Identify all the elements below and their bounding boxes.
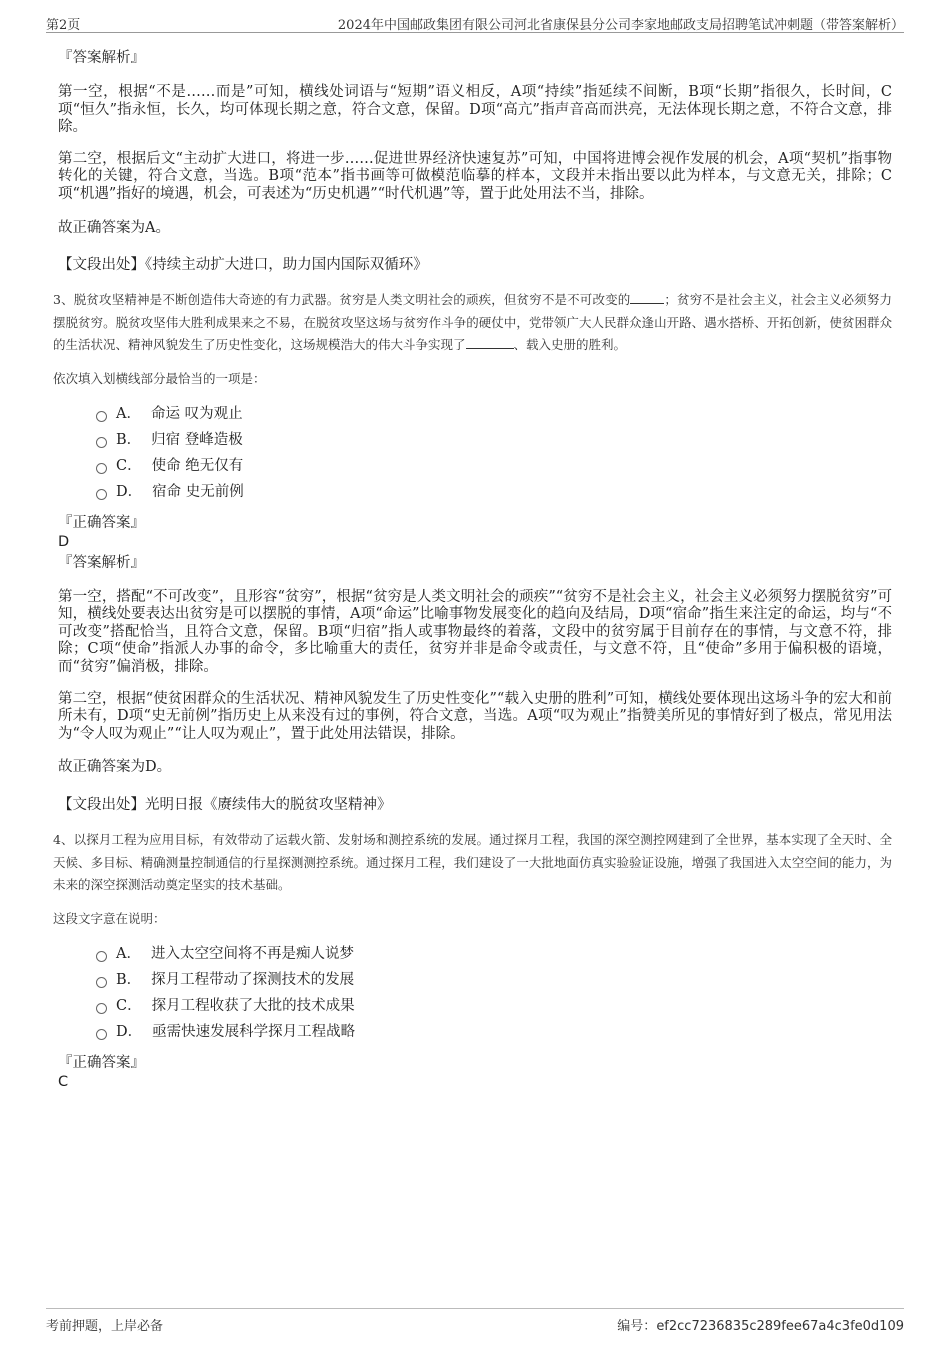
radio-icon[interactable] [96, 1003, 107, 1014]
source-citation: 【文段出处】光明日报《赓续伟大的脱贫攻坚精神》 [58, 797, 392, 813]
analysis-paragraph: 第二空，根据“使贫困群众的生活状况、精神风貌发生了历史性变化”“载入史册的胜利”可知，横线处要体现出这场斗争的宏大和前所未有，D项“史无前例”指历史上从来没有过的事例，符合文意，当选。A项“叹为观止”指赞美所见的事情好到了极点，常见用法为“令人叹为观止”“让人叹为观止”，置于此处用法错误，排除。 [58, 690, 892, 742]
q2-analysis [58, 48, 892, 275]
radio-icon[interactable] [96, 951, 107, 962]
option-a[interactable]: A． 命运 叹为观止 [96, 401, 892, 427]
option-b[interactable]: B． 归宿 登峰造极 [96, 427, 892, 453]
blank-line [630, 291, 664, 304]
options-list [96, 941, 892, 1045]
analysis-label: 『答案解析』 [58, 554, 145, 571]
analysis-paragraph: 第二空，根据后文“主动扩大进口，将进一步……促进世界经济快速复苏”可知，中国将进博会视作发展的机会，A项“契机”指事物转化的关键，符合文意，当选。B项“范本”指书画等可做模范临摹的样本，文段并未指出要以此为样本，与文意无关，排除；C项“机遇”指好的境遇，机会，可表述为“历史机遇”“时代机遇”等，置于此处用法不当，排除。 [58, 150, 892, 202]
radio-icon[interactable] [96, 437, 107, 448]
analysis-paragraph: 第一空，根据“不是……而是”可知，横线处词语与“短期”语义相反，A项“持续”指延续不间断，B项“长期”指很久，长时间，C项“恒久”指永恒，长久，均可体现长期之意，符合文意，保留。D项“高亢”指声音高而洪亮，无法体现长期之意，不符合文意，排除。 [58, 84, 892, 136]
page-content [53, 40, 893, 1091]
analysis-paragraph: 第一空，搭配“不可改变”，且形容“贫穷”，根据“贫穷是人类文明社会的顽疾”“贫穷不是社会主义，社会主义必须努力摆脱贫穷”可知，横线处要表达出贫穷是可以摆脱的事情，A项“命运”比喻事物发展变化的趋向及结局，D项“宿命”指生来注定的命运，均与“不可改变”搭配恰当，且符合文意，保留。B项“归宿”指人或事物最终的着落，文段中的贫穷属于目前存在的事情，与文意不符，排除；C项“使命”指派人办事的命令，多比喻重大的责任，贫穷并非是命令或责任，与文意不符，且“使命”多用于偏积极的语境，而“贫穷”偏消极，排除。 [58, 588, 893, 676]
page-header [46, 12, 904, 33]
option-c[interactable]: C． 使命 绝无仅有 [96, 453, 892, 479]
document-code: 编号：ef2cc7236835c289fee67a4c3fe0d109 [617, 1319, 904, 1334]
conclusion: 故正确答案为A。 [58, 219, 170, 236]
answer-label: 『正确答案』 [58, 514, 145, 531]
answer-label: 『正确答案』 [58, 1054, 145, 1071]
question-4 [53, 829, 892, 1091]
blank-line [466, 336, 514, 349]
page-number: 第2页 [46, 18, 81, 33]
radio-icon[interactable] [96, 463, 107, 474]
option-d[interactable]: D． 亟需快速发展科学探月工程战略 [96, 1019, 892, 1045]
answer-value: D [58, 533, 70, 550]
footer-slogan: 考前押题，上岸必备 [46, 1319, 164, 1334]
answer-value: C [58, 1073, 69, 1090]
radio-icon[interactable] [96, 411, 107, 422]
source-citation: 【文段出处】《持续主动扩大进口，助力国内国际双循环》 [58, 257, 428, 274]
option-b[interactable]: B． 探月工程带动了探测技术的发展 [96, 967, 892, 993]
option-a[interactable]: A． 进入太空空间将不再是痴人说梦 [96, 941, 892, 967]
question-prompt: 依次填入划横线部分最恰当的一项是： [53, 370, 266, 386]
option-d[interactable]: D． 宿命 史无前例 [96, 479, 892, 505]
question-prompt: 这段文字意在说明： [53, 910, 166, 926]
conclusion: 故正确答案为D。 [58, 759, 172, 776]
page-footer [46, 1308, 904, 1339]
radio-icon[interactable] [96, 1029, 107, 1040]
question-3 [53, 289, 893, 815]
question-stem: 4、以探月工程为应用目标，有效带动了运载火箭、发射场和测控系统的发展。通过探月工程，我国的深空测控网建到了全世界，基本实现了全天时、全天候、多目标、精确测量控制通信的行星探测测控系统。通过探月工程，我们建设了一大批地面仿真实验验证设施，增强了我国进入太空空间的能力，为未来的深空探测活动奠定坚实的技术基础。 [53, 832, 892, 892]
document-title: 2024年中国邮政集团有限公司河北省康保县分公司李家地邮政支局招聘笔试冲刺题（带答案解析） [337, 18, 904, 33]
option-c[interactable]: C． 探月工程收获了大批的技术成果 [96, 993, 892, 1019]
options-list [96, 401, 892, 505]
radio-icon[interactable] [96, 489, 107, 500]
question-stem: 3、脱贫攻坚精神是不断创造伟大奇迹的有力武器。贫穷是人类文明社会的顽疾，但贫穷不是不可改变的 ；贫穷不是社会主义，社会主义必须努力摆脱贫穷。脱贫攻坚伟大胜利成果来之不易，在脱贫攻坚这场与贫穷作斗争的硬仗中，党带领广大人民群众逢山开路、遇水搭桥、开拓创新，使贫困群众的生活状况、精神风貌发生了历史性变化，这场规模浩大的伟大斗争实现了 、载入史册的胜利。 [53, 292, 892, 353]
analysis-label: 『答案解析』 [58, 50, 145, 66]
radio-icon[interactable] [96, 977, 107, 988]
